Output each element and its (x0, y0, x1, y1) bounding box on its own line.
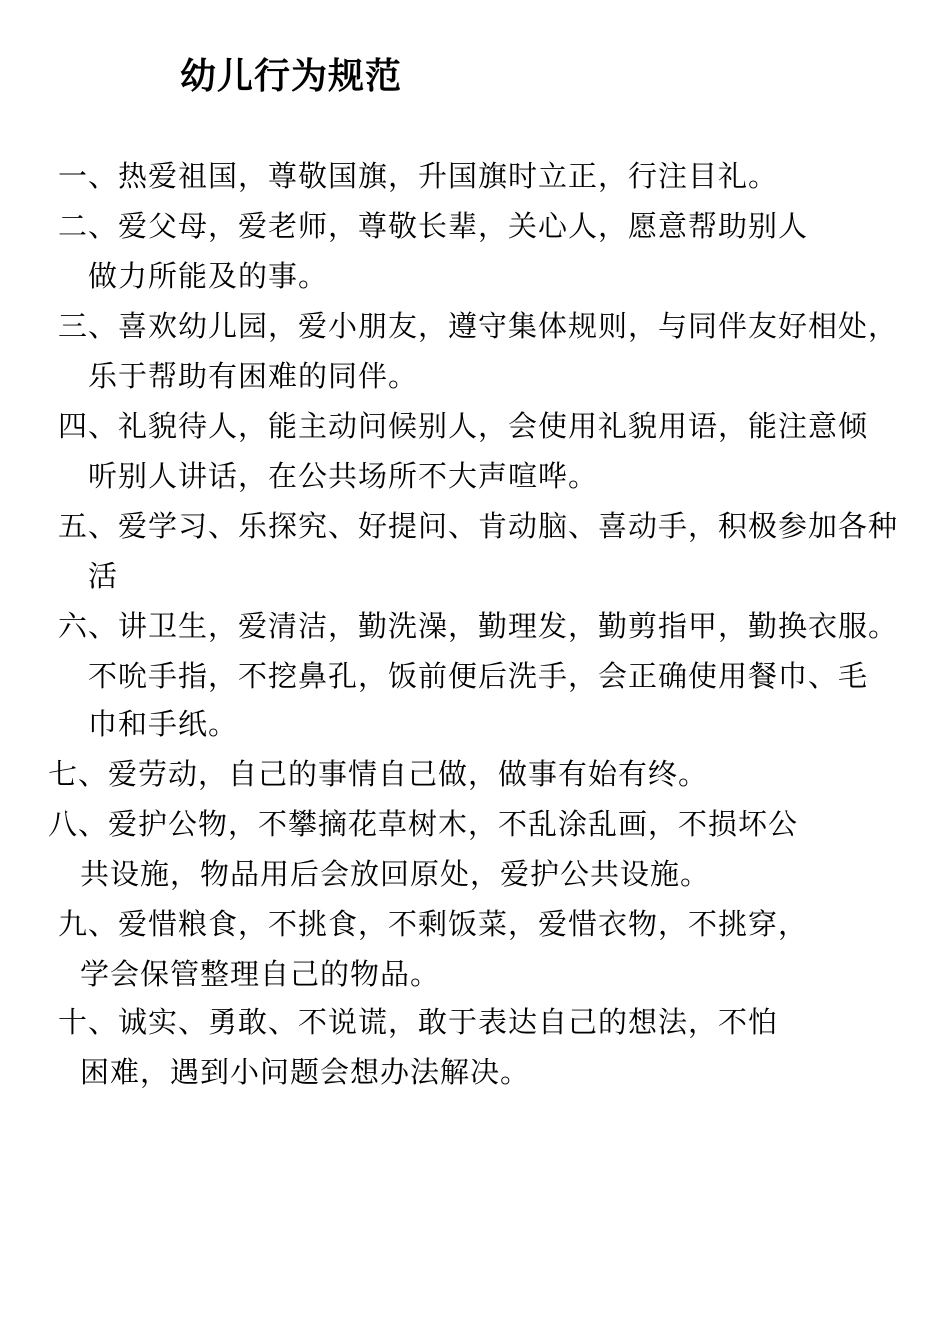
rule-8-line-2: 共设施，物品用后会放回原处，爱护公共设施。 (80, 857, 711, 891)
rule-3-line-1: 三、喜欢幼儿园，爱小朋友，遵守集体规则，与同伴友好相处， (58, 309, 899, 343)
rule-4-line-1: 四、礼貌待人，能主动问候别人，会使用礼貌用语，能注意倾 (58, 409, 869, 443)
rule-2-line-1: 二、爱父母，爱老师，尊敬长辈，关心人，愿意帮助别人 (58, 209, 809, 243)
page-title: 幼儿行为规范 (180, 56, 403, 97)
rule-1-line-1: 一、热爱祖国，尊敬国旗，升国旗时立正，行注目礼。 (58, 159, 779, 193)
rule-2-line-2: 做力所能及的事。 (88, 259, 329, 293)
rule-9-line-1: 九、爱惜粮食，不挑食，不剩饭菜，爱惜衣物，不挑穿， (58, 907, 809, 941)
rule-6-line-1: 六、讲卫生，爱清洁，勤洗澡，勤理发，勤剪指甲，勤换衣服。 (58, 609, 899, 643)
rule-9-line-2: 学会保管整理自己的物品。 (80, 957, 441, 991)
rule-5-line-2: 活 (88, 559, 119, 593)
rule-3-line-2: 乐于帮助有困难的同伴。 (88, 359, 419, 393)
rule-8-line-1: 八、爱护公物，不攀摘花草树木，不乱涂乱画，不损坏公 (48, 807, 799, 841)
rule-6-line-3: 巾和手纸。 (88, 707, 239, 741)
rule-10-line-1: 十、诚实、勇敢、不说谎，敢于表达自己的想法，不怕 (58, 1005, 779, 1039)
rule-5-line-1: 五、爱学习、乐探究、好提问、肯动脑、喜动手，积极参加各种 (58, 509, 899, 543)
rule-6-line-2: 不吮手指，不挖鼻孔，饭前便后洗手，会正确使用餐巾、毛 (88, 659, 869, 693)
rule-4-line-2: 听别人讲话，在公共场所不大声喧哗。 (88, 459, 599, 493)
rule-7-line-1: 七、爱劳动，自己的事情自己做，做事有始有终。 (48, 757, 709, 791)
rule-10-line-2: 困难，遇到小问题会想办法解决。 (80, 1055, 531, 1089)
